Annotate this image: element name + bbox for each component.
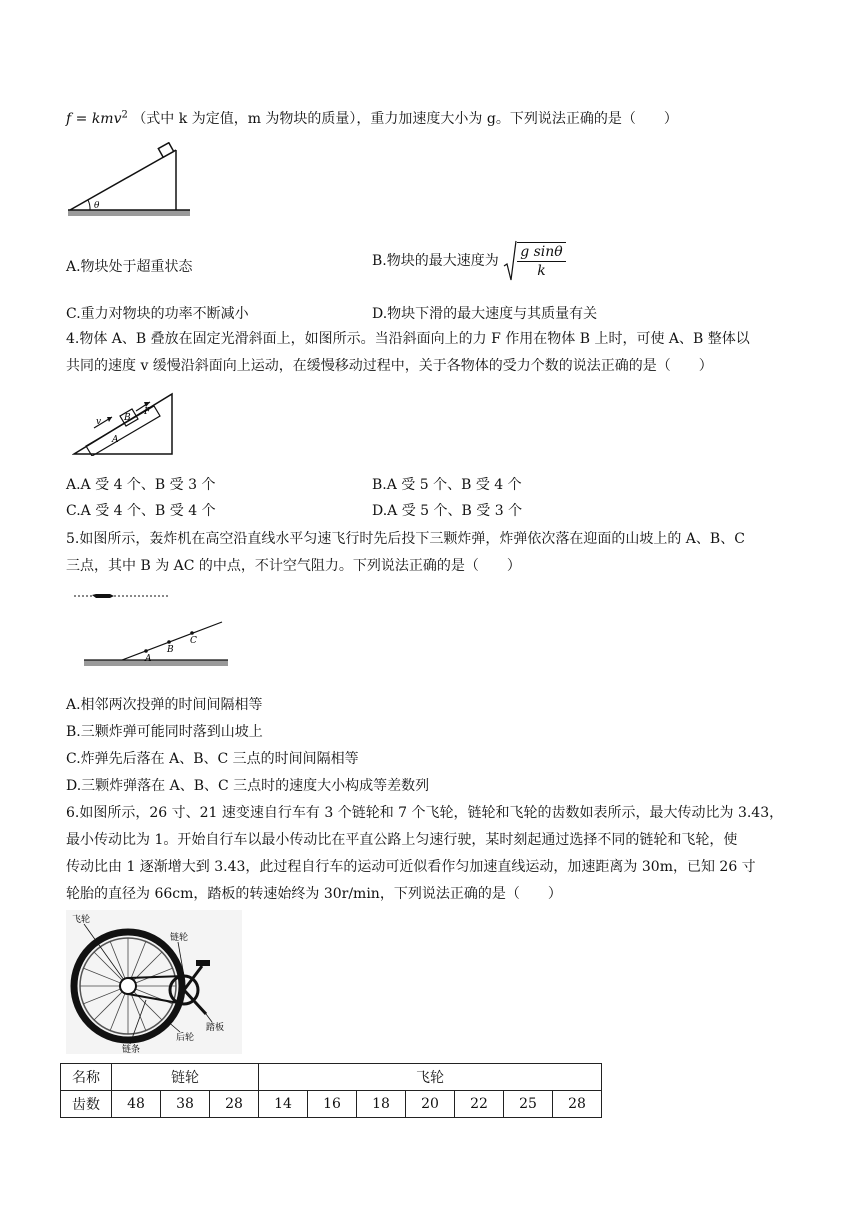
q5-stem-line1: 5.如图所示，轰炸机在高空沿直线水平匀速飞行时先后投下三颗炸弹，炸弹依次落在迎面的山坡上的 A、B、C bbox=[66, 531, 745, 547]
q6-label-flywheel: 飞轮 bbox=[72, 915, 91, 925]
table-header-chainring: 链轮 bbox=[112, 1064, 259, 1091]
q5-option-d: D.三颗炸弹落在 A、B、C 三点时的速度大小构成等差数列 bbox=[66, 778, 430, 794]
table-cell: 28 bbox=[553, 1091, 602, 1118]
q6-stem-line3: 传动比由 1 逐渐增大到 3.43，此过程自行车的运动可近似看作匀加速直线运动，加速距离为 30m，已知 26 寸 bbox=[66, 859, 756, 875]
q6-bicycle-figure bbox=[66, 910, 242, 1054]
q3-option-d: D.物块下滑的最大速度与其质量有关 bbox=[372, 306, 598, 322]
q5-label-b: B bbox=[167, 645, 174, 655]
q5-label-c: C bbox=[190, 636, 197, 646]
table-row-label: 齿数 bbox=[61, 1091, 112, 1118]
q6-pedal bbox=[196, 960, 210, 966]
q3-formula: f = kmv bbox=[66, 111, 122, 127]
q5-stem-line2: 三点，其中 B 为 AC 的中点，不计空气阻力。下列说法正确的是（ ） bbox=[66, 558, 521, 574]
q5-bomber bbox=[92, 594, 114, 598]
q6-stem-line1: 6.如图所示，26 寸、21 速变速自行车有 3 个链轮和 7 个飞轮，链轮和飞轮的齿数如表所示，最大传动比为 3.43， bbox=[66, 805, 784, 821]
q6-stem-line2: 最小传动比为 1。开始自行车以最小传动比在平直公路上匀速行驶，某时刻起通过选择不同的链轮和飞轮，使 bbox=[66, 832, 738, 848]
table-header-flywheel: 飞轮 bbox=[259, 1064, 602, 1091]
q6-label-pedal: 踏板 bbox=[206, 1023, 225, 1033]
q3-stem bbox=[66, 108, 678, 128]
table-row bbox=[61, 1091, 602, 1118]
q5-point-c bbox=[190, 631, 194, 635]
q3-formula-exponent: 2 bbox=[121, 109, 128, 121]
q5-point-b bbox=[167, 640, 171, 644]
q6-label-chainring: 链轮 bbox=[170, 933, 189, 943]
q4-option-b: B.A 受 5 个、B 受 4 个 bbox=[372, 477, 522, 493]
q6-label-rear-wheel: 后轮 bbox=[176, 1033, 195, 1043]
q3-option-b bbox=[372, 240, 566, 282]
q6-flywheel bbox=[120, 978, 136, 994]
table-cell: 25 bbox=[504, 1091, 553, 1118]
q4-label-b: B bbox=[124, 413, 131, 423]
q4-option-c: C.A 受 4 个、B 受 4 个 bbox=[66, 503, 216, 519]
table-cell: 14 bbox=[259, 1091, 308, 1118]
table-cell: 28 bbox=[210, 1091, 259, 1118]
q6-gear-table bbox=[60, 1063, 602, 1118]
table-row bbox=[61, 1064, 602, 1091]
table-cell: 22 bbox=[455, 1091, 504, 1118]
table-cell: 18 bbox=[357, 1091, 406, 1118]
q5-option-a: A.相邻两次投弹的时间间隔相等 bbox=[66, 697, 263, 713]
q4-incline-figure bbox=[72, 384, 178, 456]
table-cell: 20 bbox=[406, 1091, 455, 1118]
q4-option-d: D.A 受 5 个、B 受 3 个 bbox=[372, 503, 523, 519]
sqrt-symbol bbox=[503, 240, 566, 282]
q3-angle-label: θ bbox=[94, 201, 100, 211]
q4-stem-line1: 4.物体 A、B 叠放在固定光滑斜面上，如图所示。当沿斜面向上的力 F 作用在物体 B 上时，可使 A、B 整体以 bbox=[66, 331, 750, 347]
q3-option-b-denominator: k bbox=[537, 263, 546, 279]
q4-label-a: A bbox=[112, 435, 119, 445]
q5-ground bbox=[84, 660, 228, 666]
q3-option-b-numerator: g sinθ bbox=[517, 243, 566, 262]
q4-stem-line2: 共同的速度 v 缓慢沿斜面向上运动，在缓慢移动过程中，关于各物体的受力个数的说法正确的是（ ） bbox=[66, 358, 713, 374]
q3-option-a: A.物块处于超重状态 bbox=[66, 259, 193, 275]
q3-block bbox=[158, 143, 173, 158]
q3-option-b-prefix: B.物块的最大速度为 bbox=[372, 253, 499, 269]
q3-ground bbox=[68, 210, 190, 216]
table-cell: 16 bbox=[308, 1091, 357, 1118]
table-cell: 48 bbox=[112, 1091, 161, 1118]
q4-option-a: A.A 受 4 个、B 受 3 个 bbox=[66, 477, 216, 493]
q5-bomber-figure bbox=[70, 586, 230, 674]
q5-option-b: B.三颗炸弹可能同时落到山坡上 bbox=[66, 724, 263, 740]
q5-point-a bbox=[144, 649, 148, 653]
q4-label-f: F bbox=[144, 407, 151, 417]
q6-stem-line4: 轮胎的直径为 66cm，踏板的转速始终为 30r/min，下列说法正确的是（ ） bbox=[66, 886, 562, 902]
q3-option-c: C.重力对物块的功率不断减小 bbox=[66, 306, 249, 322]
q5-label-a: A bbox=[145, 654, 152, 664]
q3-incline-figure bbox=[68, 142, 192, 218]
table-header-name: 名称 bbox=[61, 1064, 112, 1091]
q6-label-chain: 链条 bbox=[122, 1045, 141, 1054]
q5-option-c: C.炸弹先后落在 A、B、C 三点的时间间隔相等 bbox=[66, 751, 359, 767]
q3-incline-slope bbox=[70, 150, 176, 210]
table-cell: 38 bbox=[161, 1091, 210, 1118]
q3-stem-text: （式中 k 为定值，m 为物块的质量），重力加速度大小为 g。下列说法正确的是（ ） bbox=[132, 111, 678, 127]
q4-label-v: v bbox=[96, 417, 102, 427]
